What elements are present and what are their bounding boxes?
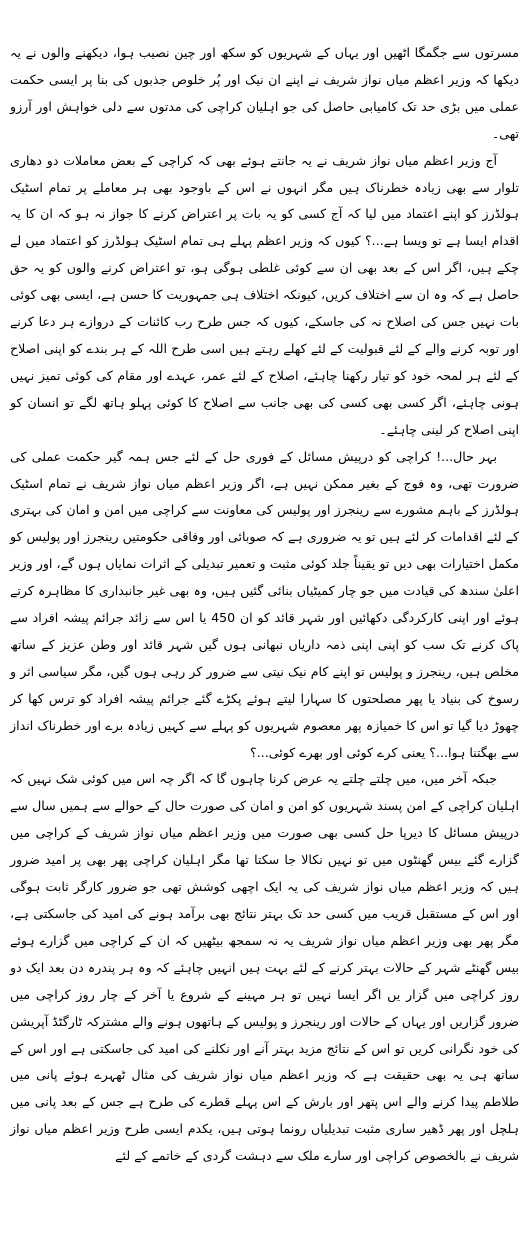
paragraph-1: مسرتوں سے جگمگا اٹھیں اور یہاں کے شہریوں کو سکھ اور چین نصیب ہوا، دیکھنے والوں نے یہ دیکھا کہ وزیر اعظم میاں نواز شریف نے اپنے ان نیک اور پُر خلوص جذبوں کی بنا پر ایسی حکمت عملی میں بڑی حد تک کامیابی حاصل کی جو اہلیان کراچی کی مدتوں سے دلی خواہش اور آرزو تھی۔ — [10, 45, 519, 141]
paragraph-2: آج وزیر اعظم میاں نواز شریف نے یہ جانتے ہوئے بھی کہ کراچی کے بعض معاملات دو دھاری تلوار سے بھی زیادہ خطرناک ہیں مگر انہوں نے اس کے باوجود بھی ہر معاملے پر تمام اسٹیک ہولڈرز کو اپنے اعتماد میں لیا کہ آج کسی کو یہ بات پر اعتراض کرنے کا جواز نہ ہو کہ ان کا یہ اقدام ایسا ہے تو ویسا ہے...؟ کیوں کہ وزیر اعظم پہلے ہی تمام اسٹیک ہولڈرز کو اعتماد میں لے چکے ہیں، اگر اس کے بعد بھی ان سے کوئی غلطی ہوگی ہو، تو اعتراض کرنے والوں کو یہ حق حاصل ہے کہ وہ ان سے اختلاف کریں، کیونکہ اختلاف ہی جمہوریت کا حسن ہے، ایسی بھی کوئی بات نہیں جس کی اصلاح نہ کی جاسکے، کیوں کہ جس طرح رب کائنات کے دروازے ہر دعا کرنے اور توبہ کرنے والے کے لئے قبولیت کے لئے کھلے رہتے ہیں اسی طرح اللہ کے ہر بندے کو اپنی اصلاح کے لئے ہر لمحہ خود کو تیار رکھنا چاہئے، اصلاح کے لئے عمر، عہدے اور مقام کی کوئی تمیز نہیں ہونی چاہئے، اگر کسی بھی کسی کی بھی جانب سے اصلاح کا کوئی پہلو ہاتھ لگے تو انسان کو اپنی اصلاح کر لینی چاہئے۔ — [10, 152, 519, 437]
paragraph-3: بہر حال...! کراچی کو درپیش مسائل کے فوری حل کے لئے جس ہمہ گیر حکمت عملی کی ضرورت تھی، وہ فوج کے بغیر ممکن نہیں ہے، اگر وزیر اعظم میاں نواز شریف نے تمام اسٹیک ہولڈرز کے باہم مشورے سے رینجرز اور پولیس کی معاونت سے کراچی میں امن و امان کی بہتری کے لئے اقدامات کر لئے ہیں تو یہ ضروری ہے کہ صوبائی اور وفاقی حکومتیں رینجرز اور پولیس کو مکمل اختیارات بھی دیں تو یقیناً جلد کوئی مثبت و تعمیر تبدیلی کے اثرات نمایاں ہوں گے، اور وزیر اعلیٰ سندھ کی قیادت میں جو چار کمیٹیاں بنائی گئیں ہیں، وہ بھی غیر جانبداری کا مظاہرہ کرتے ہوئے اور اپنی کارکردگی دکھائیں اور شہر قائد کو ان 450 یا اس سے زائد جرائم پیشہ افراد سے پاک کرنے تک سب کو اپنی اپنی ذمہ داریاں نبھانی ہوں گیں شہر قائد اور وطن عزیز کے ساتھ مخلص ہیں، رینجرز و پولیس تو اپنے کام نیک نیتی سے ضرور کر رہی ہوں گیں، مگر سیاسی اثر و رسوخ کی بنیاد یا پھر مصلحتوں کا سہارا لیتے ہوئے پکڑے گئے جرائم پیشہ افراد کو ترس کھا کر چھوڑ دیا گیا تو اس کا خمیازہ پھر معصوم شہریوں کو پہلے سے کہیں زیادہ برے اور خطرناک انداز سے بھگتنا ہوا...؟ یعنی کرے کوئی اور بھرے کوئی...؟ — [10, 448, 519, 760]
paragraph-4: جبکہ آخر میں، میں چلتے چلتے یہ عرض کرنا چاہوں گا کہ اگر چہ اس میں کوئی شک نہیں کہ اہلیان کراچی کے امن پسند شہریوں کو امن و امان کی صورت حال کے حوالے سے ہمیں سال سے درپیش مسائل کا دیرپا حل کسی بھی صورت میں وزیر اعظم میاں نواز شریف کے کراچی میں گزارے گئے بیس گھنٹوں میں تو نہیں نکالا جا سکتا تھا مگر اہلیان کراچی پھر بھی پر امید ضرور ہیں کہ وزیر اعظم میاں نواز شریف کی یہ ایک اچھی کوشش تھی جو ضرور کارگر ثابت ہوگی اور اس کے مستقبل قریب میں کسی حد تک بہتر نتائج بھی برآمد ہونے کی امید کی جاسکتی ہے، مگر پھر بھی وزیر اعظم میاں نواز شریف یہ نہ سمجھ بیٹھیں کہ ان کے کراچی میں گزارے ہوئے بیس گھنٹے شہر کے حالات بہتر کرنے کے لئے بہت ہیں انہیں چاہئے کہ وہ ہر پندرہ دن بعد ایک دو روز کراچی میں گزار یں اگر ایسا نہیں تو ہر مہینے کے شروع یا آخر کے چار روز کراچی میں ضرور گزاریں اور یہاں کے حالات اور رینجرز و پولیس کے ہاتھوں ہونے والے مشترکہ ٹارگٹڈ آپریشن کی خود نگرانی کریں تو اس کے نتائج مزید بہتر آنے اور نکلنے کی امید کی جاسکتی ہے اور اس کے ساتھ ہی یہ بھی حقیقت ہے کہ وزیر اعظم میاں نواز شریف کی مثال ٹھہرے ہوئے پانی میں طلاطم پیدا کرنے والے اس پتھر اور بارش کے اس پہلے قطرے کی طرح ہے جس کے بعد پانی میں ہلچل اور پھر ڈھیر ساری مثبت تبدیلیاں رونما ہوتی ہیں، یکدم ایسی طرح وزیر اعظم میاں نواز شریف نے بالخصوص کراچی اور سارے ملک سے دہشت گردی کے خاتمے کے لئے — [10, 771, 519, 1164]
